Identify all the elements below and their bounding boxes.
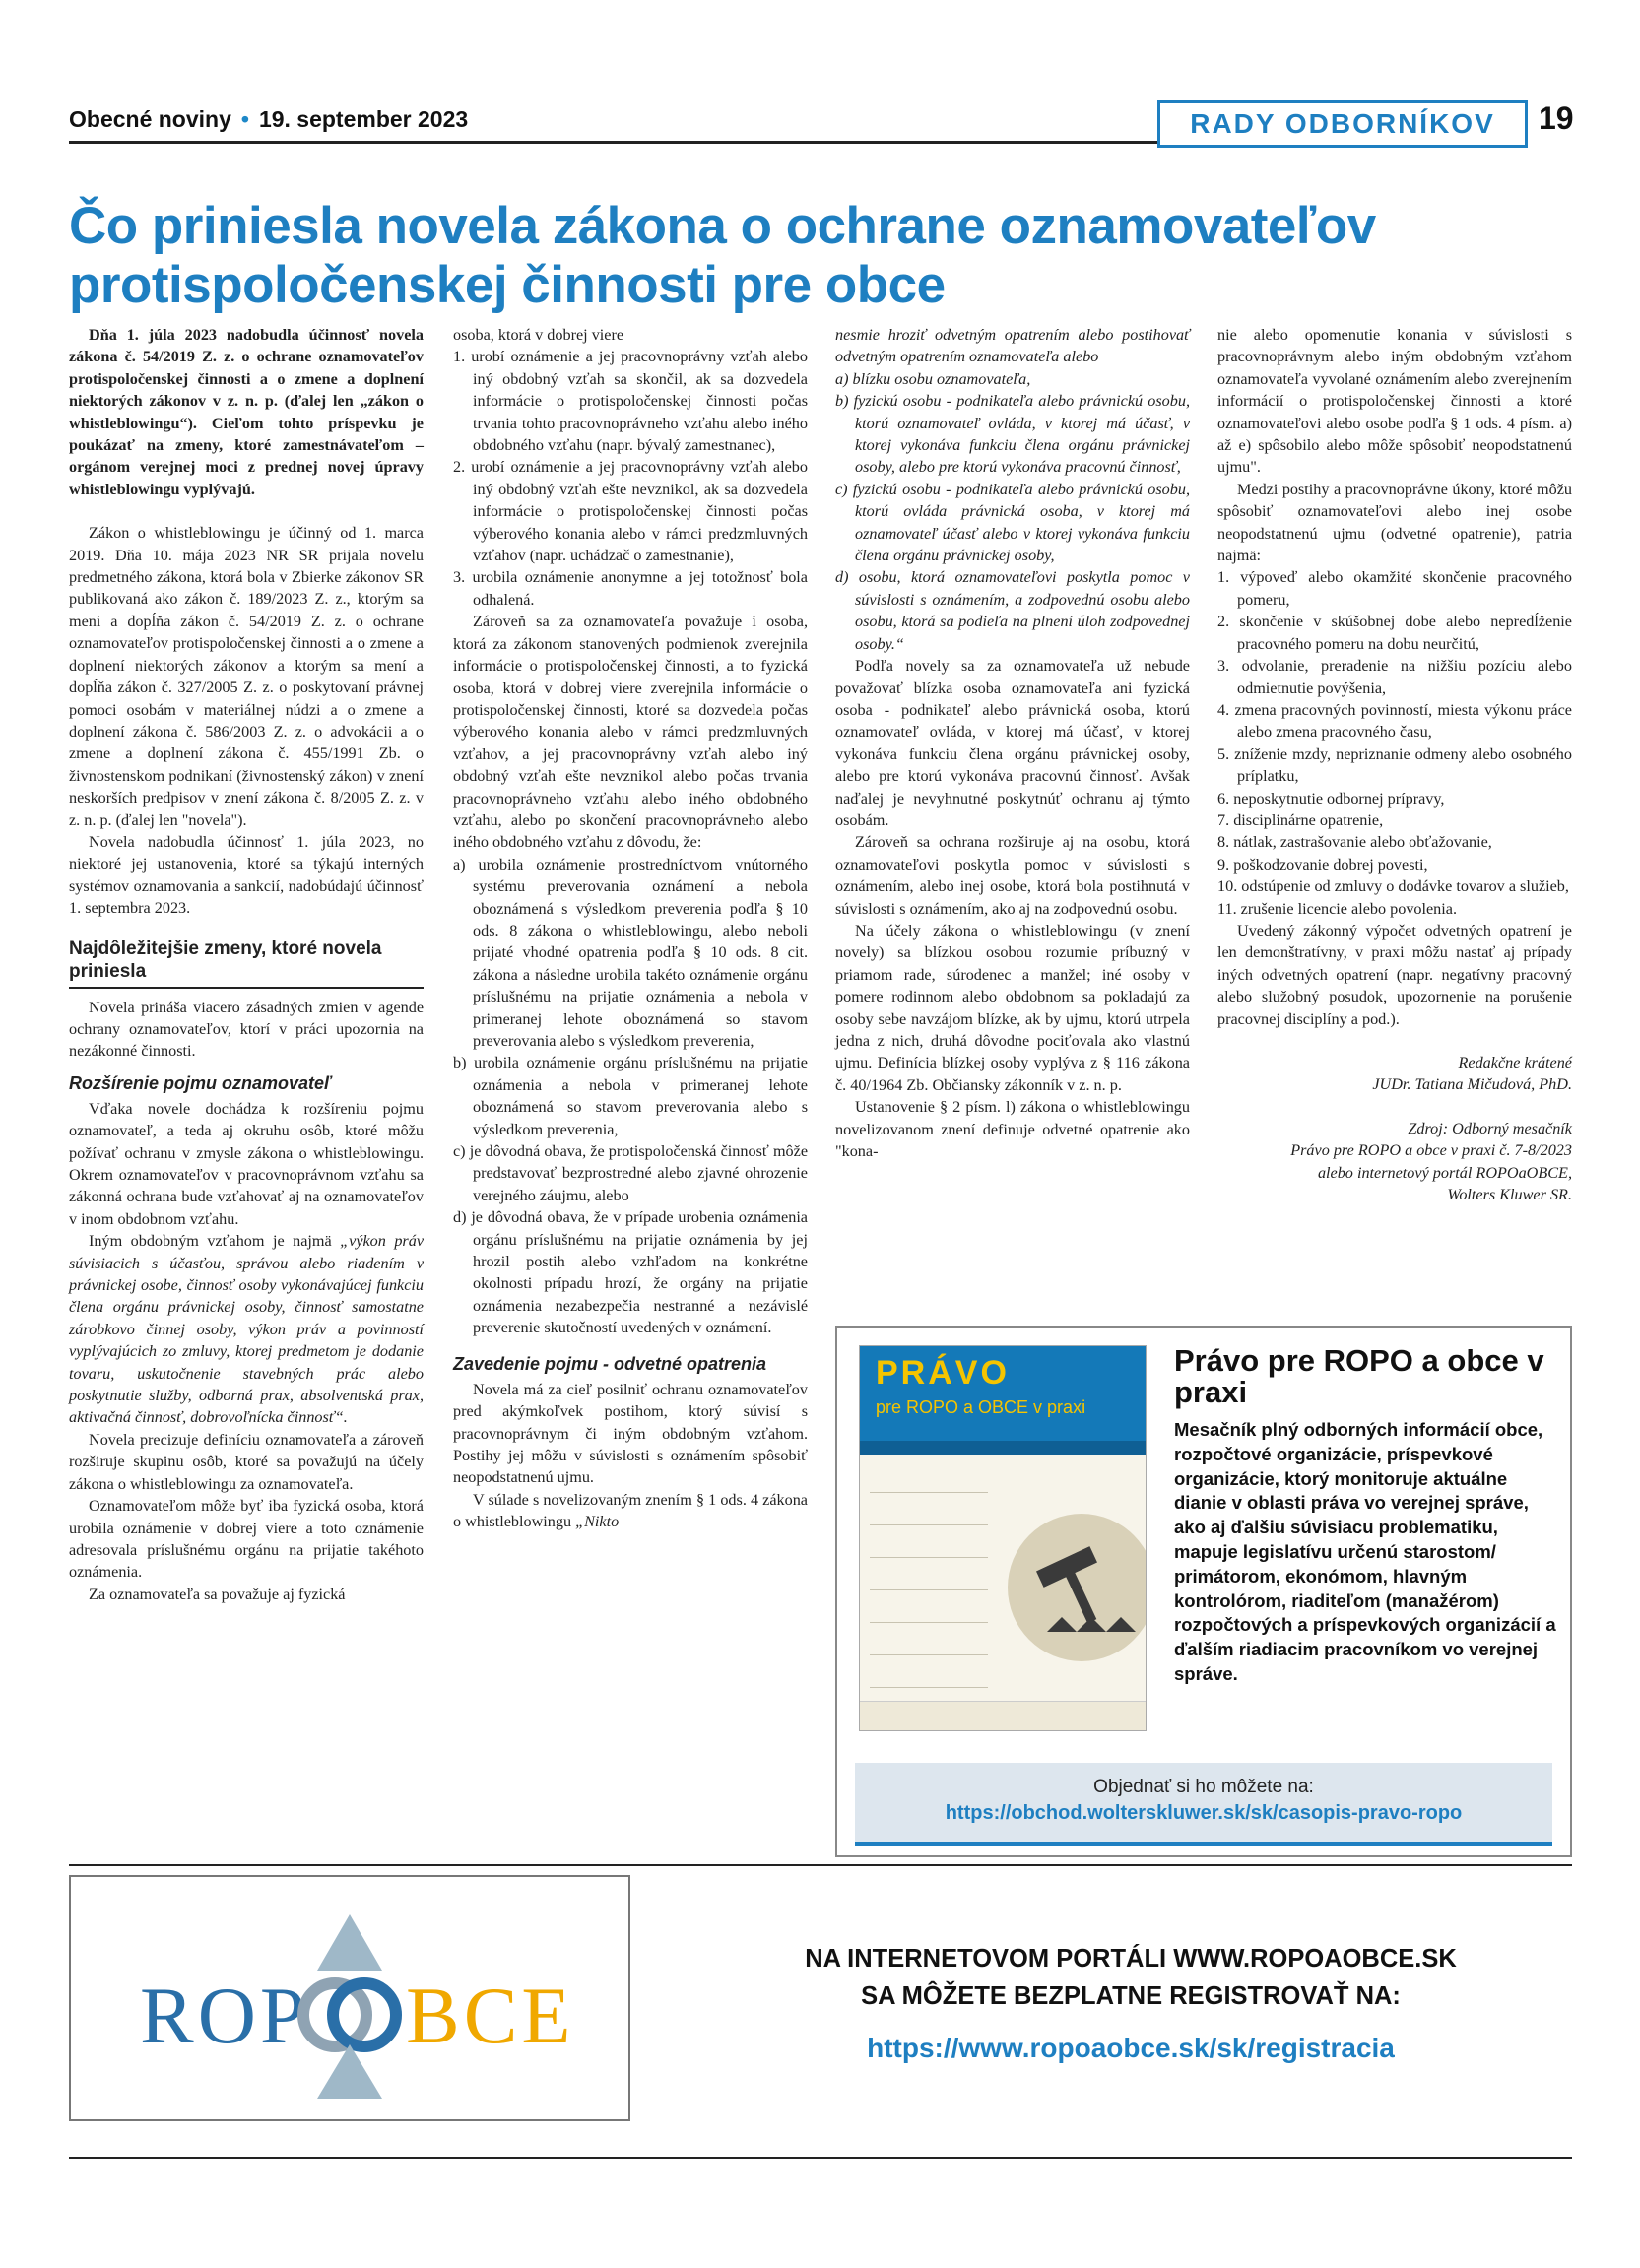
article-column-2 (453, 324, 808, 1533)
list-item: 7. disciplinárne opatrenie, (1217, 810, 1384, 829)
subsection-heading: Zavedenie pojmu - odvetné opatrenia (453, 1353, 767, 1374)
list-item: d) je dôvodná obava, že v prípade urobenia oznámenia orgánu príslušnému na prijatie oznámenia by jej hrozil postih alebo vzhľadom na konkrétne okolnosti prípadu hrozí, že orgány na prijatie oznámenia nezabezpečia nestranné a nezávislé preverenie skutočností uvedených v oznámení. (453, 1208, 808, 1337)
quote: „Nikto (575, 1513, 620, 1531)
source-line: Wolters Kluwer SR. (1447, 1186, 1572, 1204)
author-name: JUDr. Tatiana Mičudová, PhD. (1372, 1075, 1572, 1094)
paragraph: Na účely zákona o whistleblowingu (v znení novely) sa blízkou osobou rozumie príbuzný v priamom rade, súrodenec a manžel; iné osoby v pomere rodinnom alebo obdobnom sa pokladajú za osoby sebe navzájom blízke, ak by ujmu, ktorú utrpela jedna z nich, druhá dôvodne pociťovala ako vlastnú ujmu. Definícia blízkej osoby vyplýva z § 116 zákona č. 40/1964 Zb. Občiansky zákonník v z. n. p. (835, 921, 1190, 1094)
paragraph: Za oznamovateľa sa považuje aj fyzická (89, 1585, 346, 1603)
paragraph: Novela nadobudla účinnosť 1. júla 2023, no niektoré jej ustanovenia, ktoré sa týkajú interných systémov oznamovania a sankcií, nadobúdajú účinnosť 1. septembra 2023. (69, 832, 424, 918)
list-item: 9. poškodzovanie dobrej povesti, (1217, 855, 1428, 874)
divider (69, 1864, 1572, 1866)
header-masthead (69, 106, 468, 133)
magazine-cover-subtitle: pre ROPO a OBCE v praxi (876, 1397, 1086, 1417)
list-item: 1. výpoveď alebo okamžité skončenie pracovného pomeru, (1217, 568, 1572, 609)
ropoaobce-logo (69, 1875, 630, 2121)
ad-title: Právo pre ROPO a obce v praxi (1174, 1343, 1544, 1409)
list-item: d) osobu, ktorá oznamovateľovi poskytla pomoc v súvislosti s oznámením, a zodpovednú osobu alebo osobu, ktorá sa podieľa na plnení úloh zodpovednej osoby.“ (835, 568, 1190, 653)
paragraph: Novela precizuje definíciu oznamovateľa a zároveň rozširuje skupinu osôb, ktoré sa považujú na účely zákona o whistleblowingu za oznamovateľa. (69, 1430, 424, 1493)
list-item: 5. zníženie mzdy, nepriznanie odmeny alebo osobného príplatku, (1217, 745, 1572, 786)
numbered-list (453, 346, 808, 611)
order-panel (855, 1763, 1552, 1842)
article-column-3 (835, 324, 1190, 1162)
header-rule (69, 141, 1157, 144)
page-number: 19 (1539, 100, 1574, 136)
paragraph: Oznamovateľom môže byť iba fyzická osoba, ktorá urobila oznámenie v dobrej viere a toto oznámenie adresovala príslušnému orgánu na prijatie takéhoto oznámenia. (69, 1497, 424, 1582)
list-item: c) fyzickú osobu - podnikateľa alebo právnickú osobu, ktorú ovláda právnická osoba, v ktorej má oznamovateľ účasť alebo v ktorej vykonáva funkciu člena orgánu právnickej osoby, (835, 480, 1190, 565)
logo-graphic (71, 1877, 628, 2119)
source-line: Právo pre ROPO a obce v praxi č. 7-8/2023 (1290, 1141, 1572, 1160)
source-line: alebo internetový portál ROPOaOBCE, (1317, 1163, 1572, 1182)
article-column-4 (1217, 324, 1572, 1205)
section-badge: RADY ODBORNÍKOV (1157, 100, 1528, 148)
list-item: c) je dôvodná obava, že protispoločenská činnosť môže predstavovať bezprostredné alebo zjavné ohrozenie verejného záujmu, alebo (453, 1142, 808, 1204)
promo-line-2: SA MÔŽETE BEZPLATNE REGISTROVAŤ NA: (861, 1982, 1401, 2010)
list-item: 2. urobí oznámenie a jej pracovnoprávny vzťah alebo iný obdobný vzťah ešte nevznikol, ak sa dozvedela informácie o protispoločenskej činnosti počas výberového konania alebo v rámci predzmluvných vzťahov (napr. uchádzač o zamestnanie), (453, 458, 808, 565)
article-title: Čo priniesla novela zákona o ochrane oznamovateľov protispoločenskej činnosti pre obce (69, 197, 1376, 314)
bullet-icon: • (240, 106, 249, 132)
paragraph: Zároveň sa za oznamovateľa považuje i osoba, ktorá za zákonom stanovených podmienok zverejnila informácie o protispoločenskej činnosti, a to fyzická osoba, ktorá v dobrej viere zverejnila informácie o protispoločenskej činnosti, ktoré sa dozvedela počas výberového konania alebo v rámci predzmluvných vzťahov, a jej pracovnoprávny vzťah alebo iný obdobný vzťah ešte nevznikol alebo počas trvania pracovnoprávneho vzťahu alebo iného obdobného vzťahu, alebo po skončení pracovnoprávneho alebo iného obdobného vzťahu z dôvodu, že: (453, 613, 808, 852)
paragraph: V súlade s novelizovaným znením § 1 ods. 4 zákona o whistleblowingu „Nikto (453, 1490, 808, 1531)
list-item: 8. nátlak, zastrašovanie alebo obťažovanie, (1217, 833, 1492, 852)
order-panel-accent (855, 1842, 1552, 1846)
list-item: a) urobila oznámenie prostredníctvom vnútorného systému preverovania oznámení a nebola oboznámená s výsledkom preverenia podľa § 10 ods. 8 zákona o whistleblowingu, alebo neboli prijaté vhodné opatrenia podľa § 10 ods. 8 cit. zákona a následne urobila takéto oznámenie orgánu príslušnému na prijatie oznámenia a nebola v primeranej lehote oboznámená so stavom preverovania alebo s výsledkom preverenia, (453, 855, 808, 1050)
quote: „výkon práv súvisiacich s účasťou, správou alebo riadením v právnickej osobe, činnosť osoby vykonávajúcej funkciu člena orgánu právnickej osoby, činnosť samostatne zárobkovo činnej osoby, výkon práv a povinností vyplývajúcich zo zmluvy, ktorej predmetom je dodanie tovaru, uskutočnenie stavebných prác alebo poskytnutie služby, odborná prax, absolventská prax, aktivačná činnosť, dobrovoľnícka činnosť“. (69, 1232, 425, 1427)
lettered-list (835, 368, 1190, 655)
divider (69, 2157, 1572, 2159)
list-item: 6. neposkytnutie odbornej prípravy, (1217, 789, 1445, 808)
paragraph: Vďaka novele dochádza k rozšíreniu pojmu oznamovateľ, a teda aj okruhu osôb, ktoré môžu požívať ochranu v zmysle zákona o whistleblowingu. Okrem oznamovateľov v pracovnoprávnom vzťahu sa zákonná ochrana bude vzťahovať aj na oznamovateľov v inom obdobnom vzťahu. (69, 1099, 424, 1228)
issue-date: 19. september 2023 (258, 106, 469, 132)
paragraph: Novela prináša viacero zásadných zmien v agende ochrany oznamovateľov, ktorí v práci upozornia na nezákonné činnosti. (69, 998, 424, 1061)
list-item: 4. zmena pracovných povinností, miesta výkonu práce alebo zmena pracovného času, (1217, 700, 1572, 742)
paragraph: Uvedený zákonný výpočet odvetných opatrení je len demonštratívny, v praxi môžu nastať aj prípady iných odvetných opatrení (napr. negatívny pracovný alebo služobný posudok, upozornenie na porušenie pracovnej disciplíny a pod.). (1217, 921, 1572, 1028)
list-item: 3. odvolanie, preradenie na nižšiu pozíciu alebo odmietnutie povýšenia, (1217, 657, 1572, 697)
article-column-1 (69, 324, 424, 1605)
paragraph: Podľa novely sa za oznamovateľa už nebude považovať blízka osoba oznamovateľa ani fyzická osoba - podnikateľ alebo právnická osoba, ktorú oznamovateľ ovláda, v ktorej má účasť, v ktorej vykonáva funkciu člena orgánu právnickej osoby, alebo pre ktorú vykonáva pracovnú činnosť. Avšak naďalej je nevyhnutné poskytnúť ochranu aj týmto osobám. (835, 657, 1190, 829)
registration-link[interactable]: https://www.ropoaobce.sk/sk/registracia (867, 2033, 1395, 2063)
paragraph: nie alebo opomenutie konania v súvislosti s pracovnoprávnym alebo iným obdobným vzťahom oznamovateľa vyvolané oznámením alebo zverejnením informácií o protispoločenskej činnosti a ktoré oznamovateľovi alebo osobe podľa § 1 ods. 4 písm. a) až e) spôsobilo alebo môže spôsobiť neopodstatnenú ujmu". (1217, 326, 1572, 477)
logo-text-right: BCE (406, 1971, 575, 2060)
registration-promo (689, 1940, 1572, 2015)
section-heading: Najdôležitejšie zmeny, ktoré novela priniesla (69, 938, 424, 989)
paragraph: Iným obdobným vzťahom je najmä „výkon práv súvisiacich s účasťou, správou alebo riadením v právnickej osobe, činnosť osoby vykonávajúcej funkciu člena orgánu právnickej osoby, činnosť samostatne zárobkovo činnej osoby, výkon práv a povinností vyplývajúcich zo zmluvy, ktorej predmetom je dodanie tovaru, uskutočnenie stavebných prác alebo poskytnutie služby, odborná prax, absolventská prax, aktivačná činnosť, dobrovoľnícka činnosť“. (69, 1232, 425, 1427)
newspaper-name: Obecné noviny (69, 106, 231, 132)
article-lead: Dňa 1. júla 2023 nadobudla účinnosť novela zákona č. 54/2019 Z. z. o ochrane oznamovateľov protispoločenskej činnosti a o zmene a doplnení niektorých zákonov v z. n. p. (ďalej len „zákon o whistleblowingu“). Cieľom tohto príspevku je poukázať na zmeny, ktoré zamestnávateľom – orgánom verejnej moci z prednej novej úpravy whistleblowingu vyplývajú. (69, 326, 424, 498)
order-link[interactable]: https://obchod.wolterskluwer.sk/sk/casopis-pravo-ropo (945, 1802, 1463, 1824)
paragraph: Zákon o whistleblowingu je účinný od 1. marca 2019. Dňa 10. mája 2023 NR SR prijala novelu predmetného zákona, ktorá bola v Zbierke zákonov SR publikovaná ako zákon č. 189/2023 Z. z., ktorým sa mení a dopĺňa zákon č. 54/2019 Z. z. o ochrane oznamovateľov protispoločenskej činnosti a o zmene a doplnení niektorých zákonov a ktorým sa mení a dopĺňa zákon č. 327/2005 Z. z. o poskytovaní právnej pomoci osobám v materiálnej núdzi a o zmene a doplnení zákona č. 586/2003 Z. z. o advokácii a o zmene a doplnení zákona č. 455/1991 Zb. o živnostenskom podnikaní (živnostenský zákon) v znení neskorších predpisov v znení zákona č. 8/2005 Z. z. v z. n. p. (ďalej len "novela"). (69, 524, 424, 829)
paragraph: Ustanovenie § 2 písm. l) zákona o whistleblowingu novelizovanom znení definuje odvetné opatrenie ako "kona- (835, 1098, 1190, 1161)
list-item: 10. odstúpenie od zmluvy o dodávke tovarov a služieb, (1217, 877, 1569, 896)
source-line: Zdroj: Odborný mesačník (1408, 1119, 1572, 1137)
magazine-cover-title: PRÁVO (876, 1354, 1010, 1392)
promo-line-1: NA INTERNETOVOM PORTÁLI WWW.ROPOAOBCE.SK (805, 1945, 1457, 1973)
order-label: Objednať si ho môžete na: (1093, 1777, 1314, 1797)
paragraph: nesmie hroziť odvetným opatrením alebo postihovať odvetným opatrením oznamovateľa alebo (835, 326, 1190, 366)
list-item: b) fyzickú osobu - podnikateľa alebo právnickú osobu, ktorú oznamovateľ ovláda, v ktorej má účasť, v ktorej vykonáva funkciu člena orgánu právnickej osoby, alebo pre ktorú vykonáva pracovnú činnosť, (835, 392, 1190, 477)
paragraph: osoba, ktorá v dobrej viere (453, 326, 624, 344)
magazine-cover-image (859, 1345, 1147, 1731)
paragraph: Medzi postihy a pracovnoprávne úkony, ktoré môžu spôsobiť oznamovateľovi alebo inej osobe neopodstatnenú ujmu (odvetné opatrenie), patria najmä: (1217, 480, 1572, 565)
subsection-heading: Rozšírenie pojmu oznamovateľ (69, 1072, 332, 1093)
lettered-list (453, 854, 808, 1339)
ad-description: Mesačník plný odborných informácií obce, rozpočtové organizácie, príspevkové organizácie, ktorý monitoruje aktuálne dianie v oblasti práva vo verejnej správe, ako aj ďalšiu súvisiacu problematiku, mapuje legislatívu určenú starostom/ primátorom, ekonómom, hlavným kontrolórom, riaditeľom (manažérom) rozpočtových a príspevkových organizácií a ďalším riadiacim pracovníkom vo verejnej správe. (1174, 1419, 1556, 1684)
editor-note: Redakčne krátené (1458, 1054, 1572, 1071)
logo-text-left: ROP (140, 1971, 309, 2060)
list-item: a) blízku osobu oznamovateľa, (835, 369, 1031, 388)
list-item: b) urobila oznámenie orgánu príslušnému na prijatie oznámenia a nebola v primeranej lehote oboznámená so stavom preverovania alebo s výsledkom preverenia, (453, 1054, 808, 1138)
list-item: 2. skončenie v skúšobnej dobe alebo nepredĺženie pracovného pomeru na dobu neurčitú, (1217, 613, 1572, 653)
paragraph: Zároveň sa ochrana rozširuje aj na osobu, ktorá oznamovateľovi poskytla pomoc v súvislosti s oznámením, alebo inej osobe, ktorá bola postihnutá v súvislosti s oznámením, ako aj na zodpovednú osobu. (835, 833, 1190, 918)
paragraph: Novela má za cieľ posilniť ochranu oznamovateľov pred akýmkoľvek postihom, ktorý súvisí s pracovnoprávnym či iným obdobným vzťahom. Postihy jej môžu v súvislosti s oznámením spôsobiť neopodstatnenú ujmu. (453, 1380, 808, 1487)
list-item: 3. urobila oznámenie anonymne a jej totožnosť bola odhalená. (453, 568, 808, 609)
numbered-list (1217, 566, 1572, 920)
list-item: 11. zrušenie licencie alebo povolenia. (1217, 899, 1458, 918)
gavel-illustration-icon (1008, 1514, 1147, 1661)
list-item: 1. urobí oznámenie a jej pracovnoprávny vzťah alebo iný obdobný vzťah sa skončil, ak sa dozvedela informácie o protispoločenskej činnosti počas trvania tohto pracovnoprávneho vzťahu alebo iného obdobného vzťahu (napr. bývalý zamestnanec), (453, 348, 808, 455)
